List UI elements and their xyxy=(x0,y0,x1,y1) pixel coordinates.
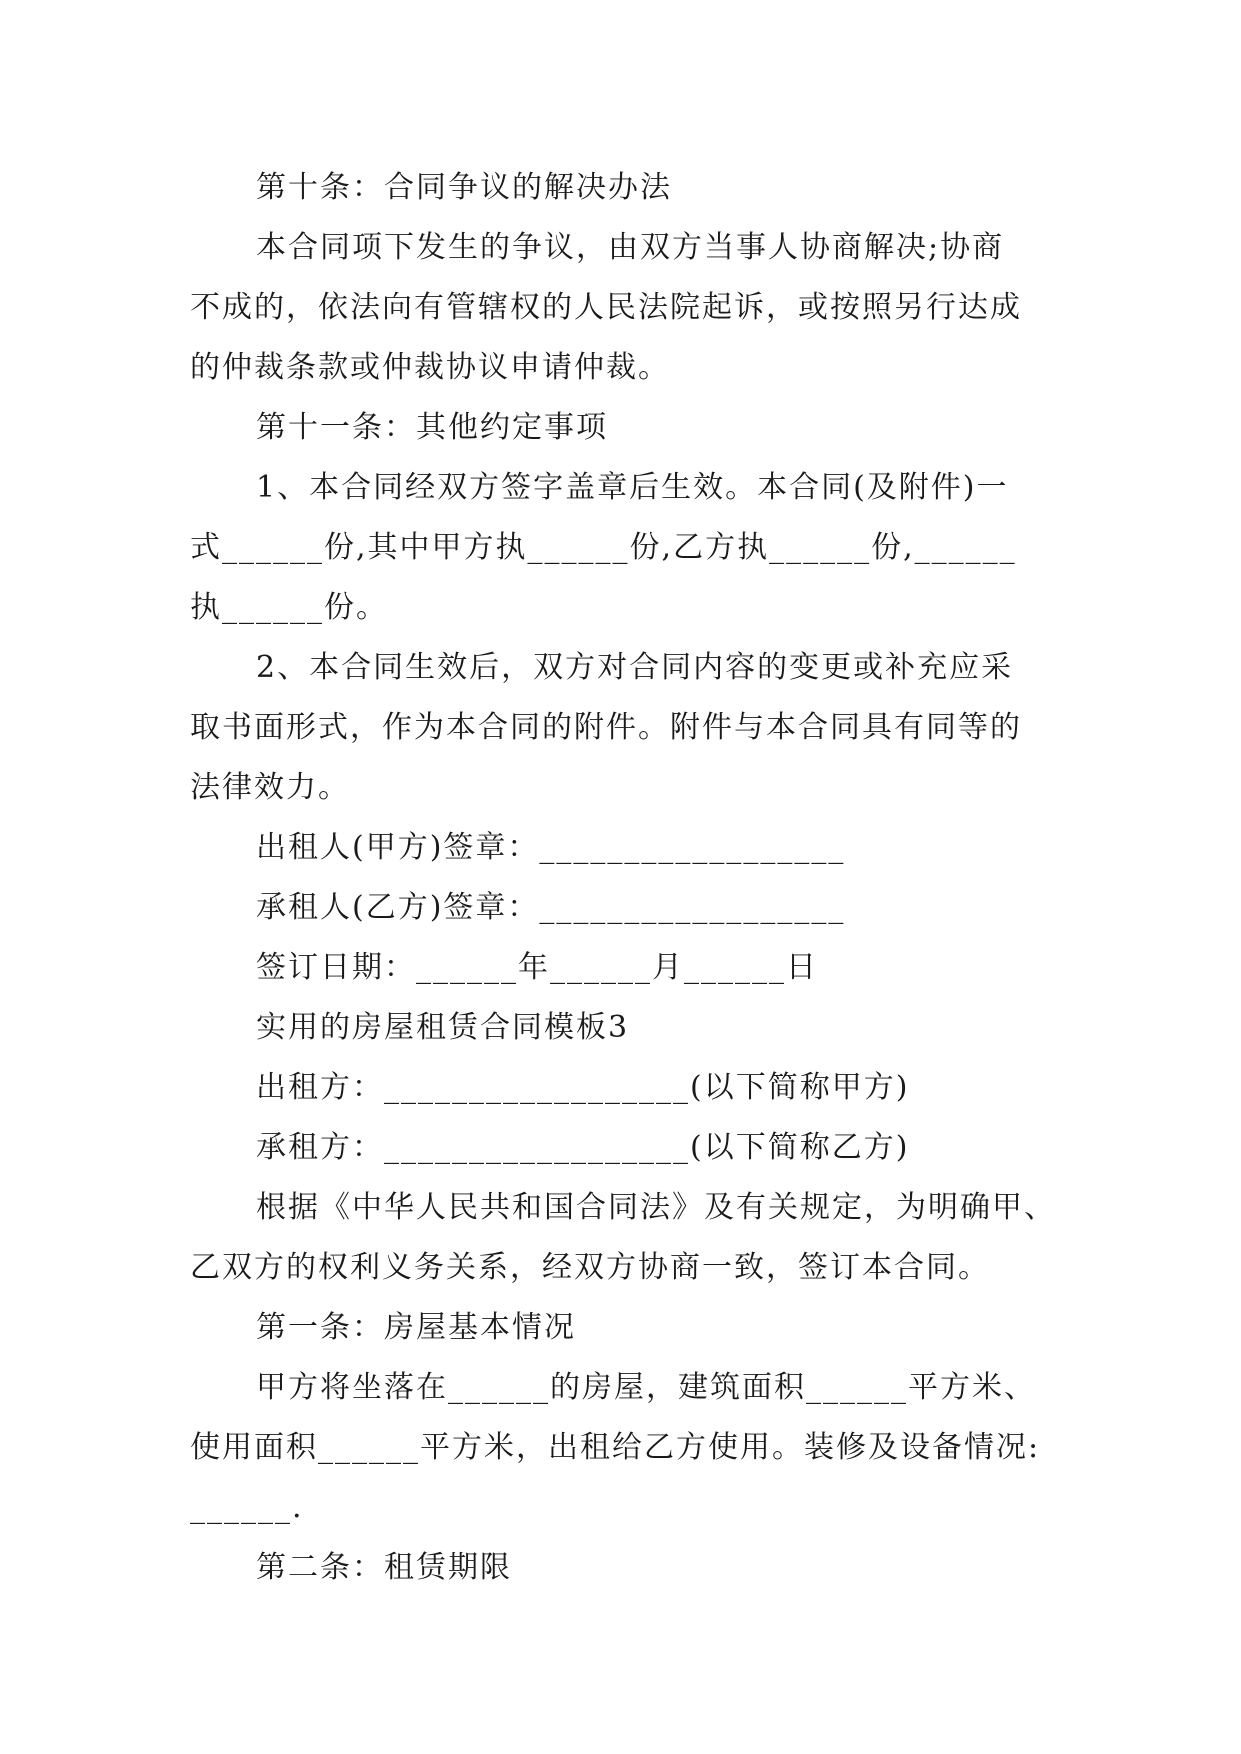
signing-date-line: 签订日期：______年______月______日 xyxy=(256,950,818,985)
lessee-signature-line: 承租人(乙方)签章：__________________ xyxy=(256,890,846,925)
paragraph-line: 1、本合同经双方签字盖章后生效。本合同(及附件)一 xyxy=(256,470,1009,505)
paragraph-line: 不成的，依法向有管辖权的人民法院起诉，或按照另行达成 xyxy=(190,290,1022,325)
article-1-heading: 第一条：房屋基本情况 xyxy=(256,1310,576,1345)
paragraph-line: 取书面形式，作为本合同的附件。附件与本合同具有同等的 xyxy=(190,710,1022,745)
template-title: 实用的房屋租赁合同模板3 xyxy=(256,1010,630,1045)
paragraph-line: 执______份。 xyxy=(190,590,388,625)
paragraph-line: 的仲裁条款或仲裁协议申请仲裁。 xyxy=(190,350,670,385)
lessor-line: 出租方：__________________(以下简称甲方) xyxy=(256,1070,910,1105)
paragraph-line: 式______份,其中甲方执______份,乙方执______份,______ xyxy=(190,530,1017,565)
lessor-signature-line: 出租人(甲方)签章：__________________ xyxy=(256,830,846,865)
article-10-heading: 第十条：合同争议的解决办法 xyxy=(256,170,672,205)
paragraph-line: 根据《中华人民共和国合同法》及有关规定，为明确甲、 xyxy=(256,1190,1056,1225)
article-2-heading: 第二条：租赁期限 xyxy=(256,1550,512,1585)
paragraph-line: 乙双方的权利义务关系，经双方协商一致，签订本合同。 xyxy=(190,1250,990,1285)
paragraph-line: 2、本合同生效后，双方对合同内容的变更或补充应采 xyxy=(256,650,1014,685)
paragraph-line: ______. xyxy=(190,1490,304,1525)
paragraph-line: 使用面积______平方米，出租给乙方使用。装修及设备情况: xyxy=(190,1430,1041,1465)
article-11-heading: 第十一条：其他约定事项 xyxy=(256,410,608,445)
lessee-line: 承租方：__________________(以下简称乙方) xyxy=(256,1130,910,1165)
paragraph-line: 法律效力。 xyxy=(190,770,350,805)
paragraph-line: 本合同项下发生的争议，由双方当事人协商解决;协商 xyxy=(256,230,1005,265)
document-page xyxy=(190,158,1056,1598)
paragraph-line: 甲方将坐落在______的房屋，建筑面积______平方米、 xyxy=(256,1370,1036,1405)
